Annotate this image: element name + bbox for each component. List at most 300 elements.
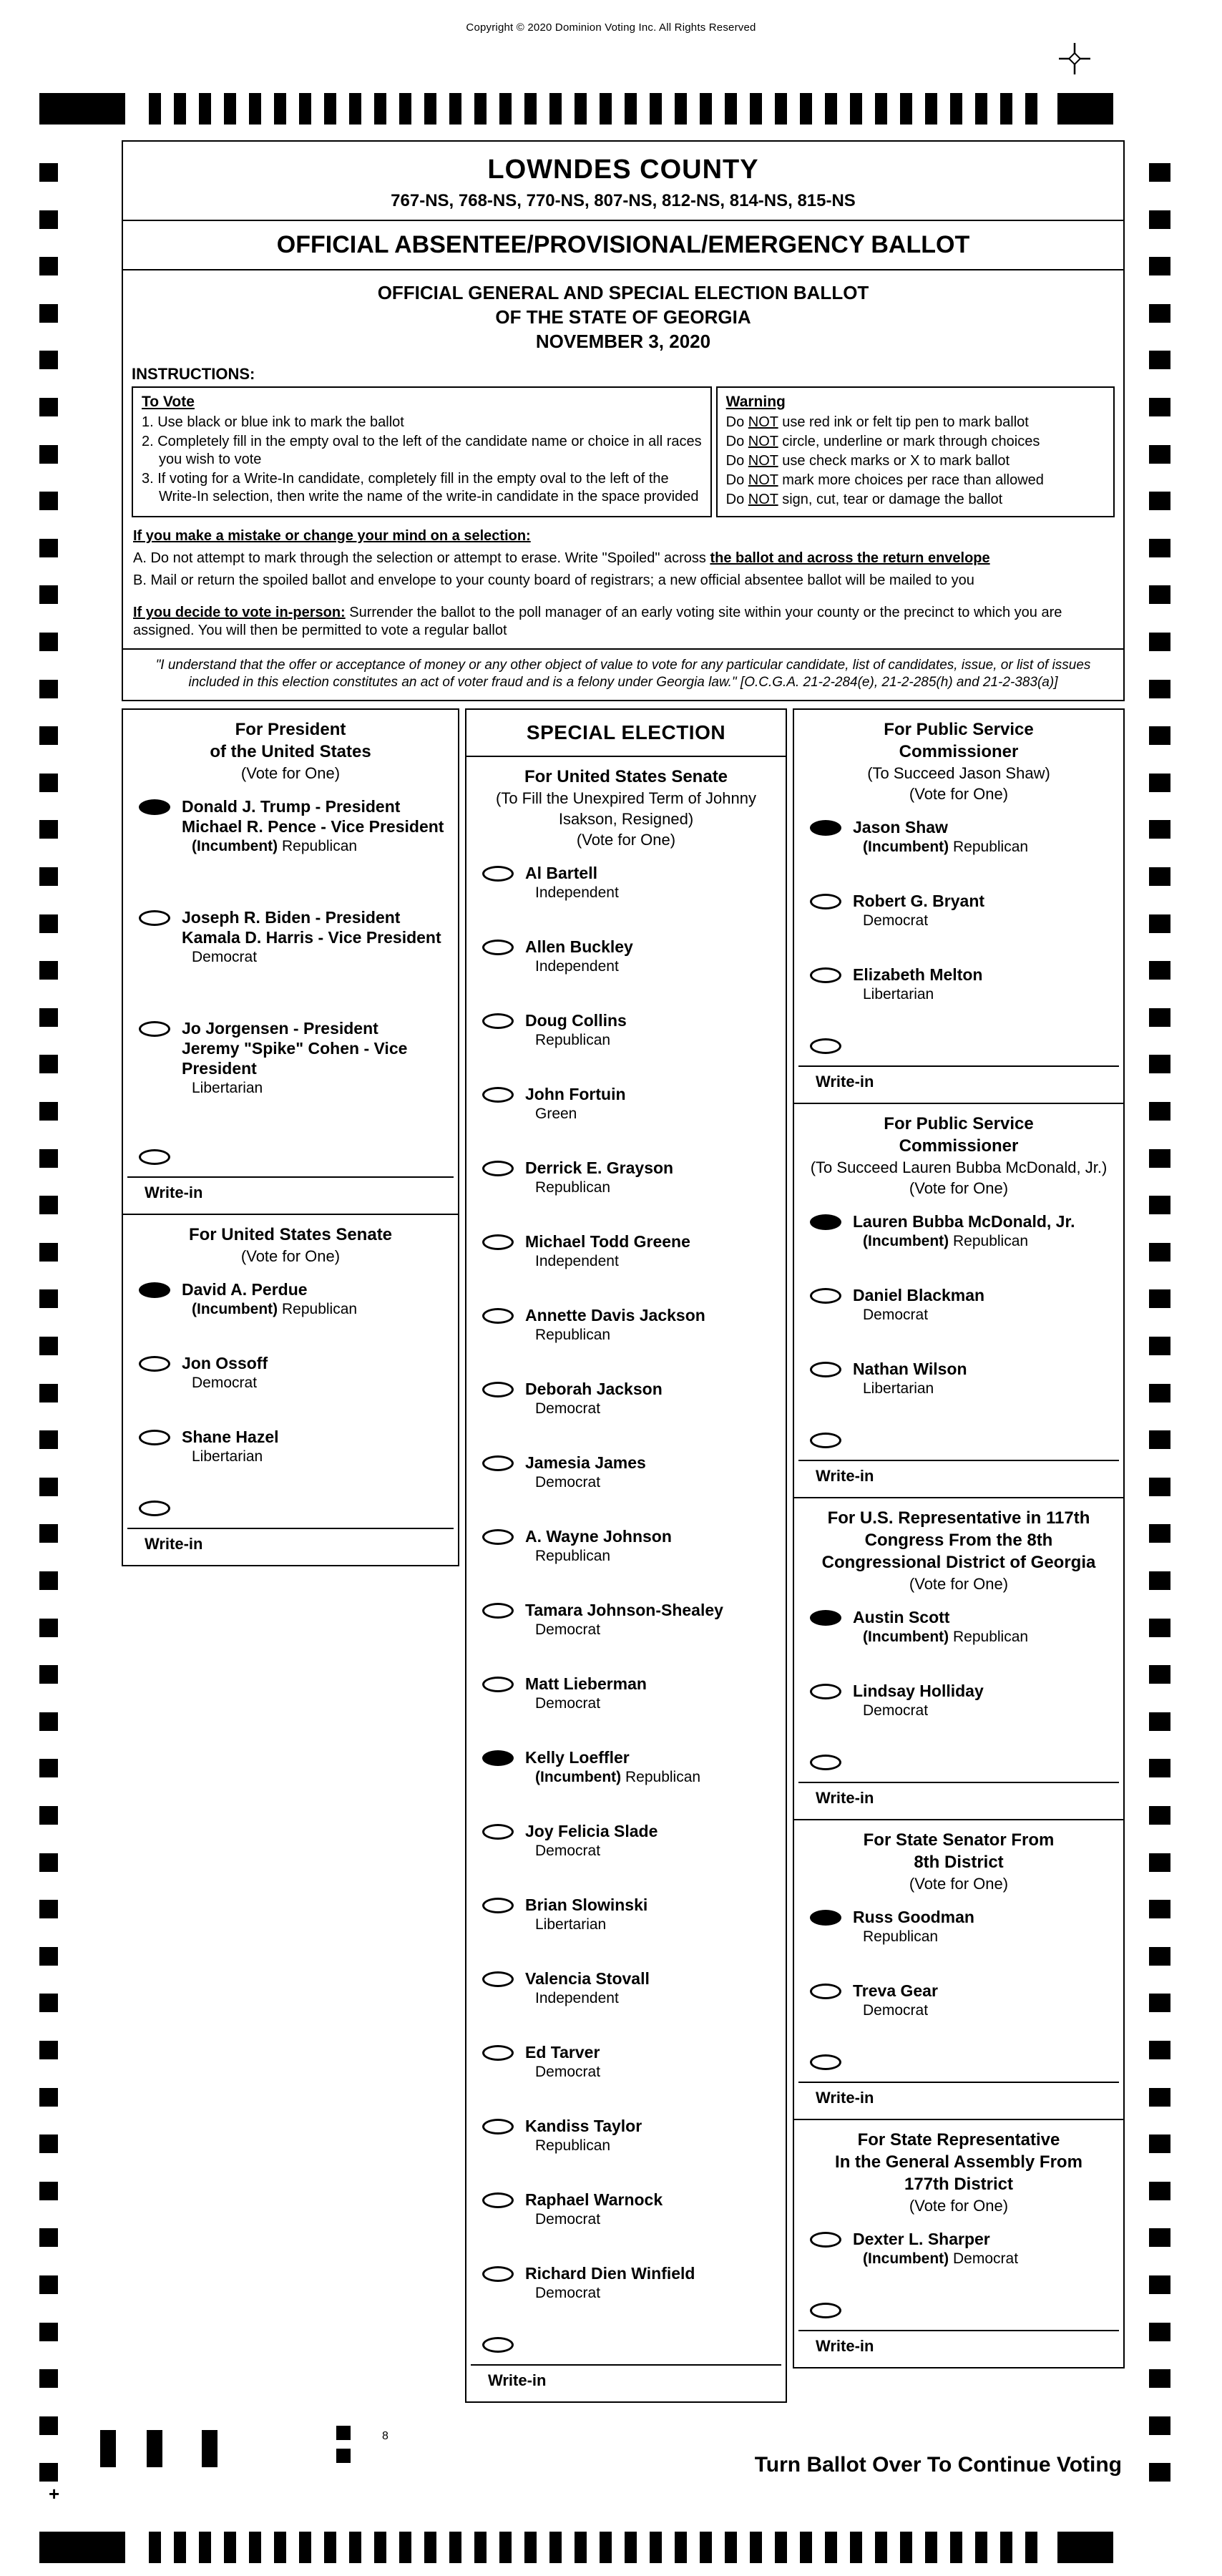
- timing-mark: [39, 1102, 58, 1121]
- timing-mark: [850, 2532, 862, 2563]
- candidate-option: [466, 937, 786, 976]
- timing-mark: [39, 820, 58, 839]
- warning-box: [716, 386, 1115, 517]
- contest-subtitle: (To Succeed Jason Shaw): [867, 764, 1050, 782]
- timing-mark: [149, 2532, 161, 2563]
- mistake-line: [133, 550, 1113, 567]
- candidate-party: Republican: [535, 1327, 611, 1343]
- candidate-text: [182, 796, 444, 856]
- ballot-oval-filled[interactable]: [139, 1282, 170, 1298]
- candidate-text: [853, 1907, 974, 1946]
- timing-mark: [1149, 867, 1170, 886]
- write-in-label: Write-in: [816, 1073, 874, 1091]
- timing-mark: [39, 1619, 58, 1637]
- timing-mark: [424, 2532, 436, 2563]
- candidate-party: Democrat: [535, 1621, 601, 1638]
- plus-mark: +: [49, 2483, 60, 2504]
- contest: [794, 710, 1123, 1103]
- write-in-label: Write-in: [816, 2089, 874, 2107]
- timing-mark: [675, 2532, 687, 2563]
- candidate-text: [525, 1526, 672, 1566]
- candidate-option: [794, 1981, 1123, 2020]
- ballot-oval[interactable]: [482, 940, 514, 955]
- timing-mark: [39, 1759, 58, 1777]
- ballot-column-2: [465, 708, 787, 2403]
- text-segment: If you make a mistake or change your mind on a selection:: [133, 528, 531, 544]
- timing-mark: [39, 2135, 58, 2153]
- ballot-oval-filled[interactable]: [482, 1750, 514, 1766]
- candidate-text: [525, 1968, 650, 2008]
- candidate-option: [123, 1353, 458, 1392]
- timing-mark: [1149, 680, 1170, 698]
- timing-mark: [39, 2041, 58, 2059]
- party-label: Republican: [625, 1769, 701, 1785]
- timing-mark: [1149, 2182, 1170, 2200]
- candidate-text: [525, 1158, 673, 1197]
- timing-mark: [800, 93, 812, 125]
- candidate-option: [466, 1305, 786, 1345]
- ballot-oval[interactable]: [482, 1308, 514, 1324]
- candidate-party: Democrat: [535, 2211, 601, 2228]
- write-in-label: Write-in: [145, 1184, 203, 1201]
- ballot-oval[interactable]: [482, 1898, 514, 1913]
- candidate-name: Allen Buckley: [525, 937, 633, 956]
- candidate-party: Democrat: [863, 1702, 929, 1719]
- timing-mark: [1149, 2041, 1170, 2059]
- timing-mark: [39, 1149, 58, 1168]
- contest-header: [794, 1498, 1123, 1607]
- timing-mark: [1149, 1712, 1170, 1731]
- timing-mark: [39, 1478, 58, 1496]
- candidate-option: [794, 1681, 1123, 1720]
- contest-title: 8th District: [914, 1853, 1004, 1872]
- candidate-party: Democrat: [863, 2002, 929, 2019]
- timing-mark: [625, 2532, 637, 2563]
- timing-mark: [1149, 2323, 1170, 2341]
- ballot-oval[interactable]: [482, 1087, 514, 1103]
- timing-mark: [299, 2532, 311, 2563]
- text-segment: B. Mail or return the spoiled ballot and envelope to your county board of registrars; a new official absentee ballot will be mailed to you: [133, 572, 974, 588]
- candidate-name: Lindsay Holliday: [853, 1682, 984, 1700]
- ballot-oval[interactable]: [139, 1501, 170, 1516]
- text-segment: A. Do not attempt to mark through the selection or attempt to erase. Write "Spoiled" across: [133, 550, 710, 566]
- contest-title: For State Senator From: [863, 1830, 1055, 1850]
- timing-mark: [549, 93, 562, 125]
- text-segment: Do: [725, 414, 748, 430]
- timing-mark: [1149, 445, 1170, 464]
- write-in-section: [123, 1149, 458, 1214]
- candidate-option: [123, 796, 458, 856]
- ballot-oval[interactable]: [810, 967, 841, 983]
- contest: [794, 1103, 1123, 1497]
- candidate-party: [525, 1767, 700, 1787]
- candidate-option: [794, 817, 1123, 857]
- timing-mark: [1149, 726, 1170, 745]
- candidate-text: [525, 1600, 723, 1639]
- text-segment: Do: [725, 492, 748, 507]
- timing-mark: [1149, 492, 1170, 510]
- timing-mark: [449, 93, 461, 125]
- write-in-section: [794, 1038, 1123, 1103]
- timing-mark: [549, 2532, 562, 2563]
- timing-mark: [875, 93, 887, 125]
- contest-title: For United States Senate: [188, 1225, 393, 1244]
- candidate-name: Al Bartell: [525, 864, 597, 882]
- ballot-oval[interactable]: [482, 1824, 514, 1840]
- timing-mark: [39, 2463, 58, 2482]
- timing-mark: [1149, 2275, 1170, 2294]
- timing-mark: [39, 1524, 58, 1543]
- candidate-name: Michael R. Pence - Vice President: [182, 817, 444, 836]
- ballot-oval[interactable]: [482, 1971, 514, 1987]
- timing-mark: [1149, 351, 1170, 369]
- timing-mark: [39, 1712, 58, 1731]
- ballot-oval[interactable]: [139, 1021, 170, 1037]
- timing-mark: [39, 93, 125, 125]
- ballot-oval[interactable]: [810, 2303, 841, 2318]
- ballot-oval[interactable]: [482, 1013, 514, 1029]
- timing-mark: [1149, 2228, 1170, 2247]
- election-title-block: [123, 270, 1123, 359]
- timing-mark: [39, 1994, 58, 2012]
- write-in-label: Write-in: [816, 1467, 874, 1485]
- candidate-option: [123, 1427, 458, 1466]
- timing-mark: [1149, 1619, 1170, 1637]
- timing-mark: [900, 2532, 912, 2563]
- candidate-option: [466, 1968, 786, 2008]
- candidate-text: [853, 2229, 1018, 2268]
- ballot-oval[interactable]: [482, 1603, 514, 1619]
- candidate-text: [853, 817, 1028, 857]
- timing-mark: [575, 2532, 587, 2563]
- timing-mark: [39, 726, 58, 745]
- candidate-party: Republican: [535, 2137, 611, 2154]
- candidate-name: Jeremy "Spike" Cohen - Vice President: [182, 1039, 408, 1078]
- party-label: Democrat: [953, 2250, 1019, 2267]
- precinct-list: 767-NS, 768-NS, 770-NS, 807-NS, 812-NS, 814-NS, 815-NS: [391, 191, 856, 210]
- incumbent-label: (Incumbent): [192, 838, 282, 854]
- candidate-text: [182, 1427, 279, 1466]
- incumbent-label: (Incumbent): [192, 1301, 282, 1317]
- timing-mark: [39, 304, 58, 323]
- timing-mark: [725, 93, 737, 125]
- ballot-oval[interactable]: [482, 1234, 514, 1250]
- candidate-name: Dexter L. Sharper: [853, 2230, 990, 2248]
- write-in-oval-row: [466, 2337, 786, 2353]
- timing-mark: [424, 93, 436, 125]
- write-in-label: Write-in: [816, 1789, 874, 1807]
- text-segment: NOT: [748, 472, 778, 488]
- candidate-text: [525, 1821, 658, 1860]
- timing-mark: [524, 2532, 537, 2563]
- contest: [794, 2119, 1123, 2367]
- timing-mark: [39, 585, 58, 604]
- timing-mark: [39, 2323, 58, 2341]
- warning-item: [726, 433, 1105, 451]
- timing-mark: [950, 93, 962, 125]
- ballot-oval[interactable]: [810, 2054, 841, 2070]
- ballot-oval[interactable]: [810, 1755, 841, 1770]
- warning-item: [726, 452, 1105, 470]
- candidate-text: [525, 1453, 646, 1492]
- contest-header: [794, 1820, 1123, 1907]
- timing-mark: [825, 93, 837, 125]
- ballot-oval[interactable]: [810, 1684, 841, 1699]
- ballot-oval[interactable]: [810, 1362, 841, 1377]
- timing-mark: [1149, 1243, 1170, 1262]
- timing-mark: [1149, 2463, 1170, 2482]
- candidate-name: Elizabeth Melton: [853, 965, 983, 984]
- to-vote-box: [132, 386, 712, 517]
- candidate-text: [525, 2042, 600, 2082]
- candidate-name: Jon Ossoff: [182, 1354, 268, 1372]
- mistake-line: [133, 527, 1113, 545]
- text-segment: NOT: [748, 492, 778, 507]
- ballot-oval[interactable]: [482, 2192, 514, 2208]
- party-label: Republican: [953, 1233, 1029, 1249]
- timing-mark: [224, 93, 236, 125]
- candidate-name: Brian Slowinski: [525, 1896, 648, 1914]
- timing-mark: [39, 1384, 58, 1402]
- candidate-name: David A. Perdue: [182, 1280, 308, 1299]
- timing-mark: [1000, 2532, 1012, 2563]
- timing-mark: [174, 93, 186, 125]
- turn-over-notice: Turn Ballot Over To Continue Voting: [754, 2453, 1122, 2477]
- candidate-option: [794, 1359, 1123, 1398]
- incumbent-label: (Incumbent): [863, 1629, 953, 1645]
- timing-mark: [600, 93, 612, 125]
- in-person-line: [123, 594, 1123, 648]
- candidate-text: [525, 1379, 663, 1418]
- contest-subtitle: (Vote for One): [576, 831, 676, 849]
- ballot-oval[interactable]: [482, 1529, 514, 1545]
- timing-mark: [750, 93, 762, 125]
- timing-mark: [1149, 1478, 1170, 1496]
- text-segment: NOT: [748, 453, 778, 469]
- timing-mark: [39, 2088, 58, 2107]
- candidate-party: Libertarian: [192, 1448, 263, 1465]
- ballot-oval[interactable]: [482, 866, 514, 882]
- timing-mark: [39, 2182, 58, 2200]
- ballot-oval[interactable]: [810, 1984, 841, 1999]
- timing-mark: [775, 93, 787, 125]
- county-block: [123, 142, 1123, 221]
- candidate-party: [182, 1299, 357, 1319]
- candidate-text: [525, 2116, 642, 2155]
- mistake-line: [133, 572, 1113, 590]
- candidate-party: Democrat: [192, 1375, 258, 1391]
- warning-item: [726, 491, 1105, 509]
- candidate-option: [123, 1018, 458, 1098]
- contest-title: Congressional District of Georgia: [821, 1553, 1096, 1572]
- timing-mark: [700, 2532, 712, 2563]
- contest-title: of the United States: [210, 742, 371, 761]
- candidate-party: [853, 2249, 1018, 2268]
- timing-mark: [249, 93, 261, 125]
- ballot-oval[interactable]: [139, 910, 170, 926]
- candidate-party: Libertarian: [192, 1080, 263, 1096]
- timing-mark: [349, 93, 361, 125]
- candidate-party: Republican: [535, 1032, 611, 1048]
- candidate-text: [853, 965, 982, 1004]
- timing-mark: [1057, 2532, 1113, 2563]
- ballot-oval[interactable]: [482, 2337, 514, 2353]
- candidate-option: [466, 1158, 786, 1197]
- timing-mark: [324, 93, 336, 125]
- candidate-text: [525, 1747, 700, 1787]
- contest-title: Commissioner: [899, 1136, 1019, 1156]
- timing-mark: [1149, 633, 1170, 651]
- candidate-name: Valencia Stovall: [525, 1969, 650, 1988]
- candidate-text: [853, 891, 984, 930]
- timing-mark: [1149, 820, 1170, 839]
- candidate-name: Austin Scott: [853, 1608, 950, 1626]
- timing-mark: [274, 93, 286, 125]
- candidate-option: [794, 1211, 1123, 1251]
- timing-mark: [1149, 1853, 1170, 1872]
- text-segment: use red ink or felt tip pen to mark ballot: [778, 414, 1029, 430]
- candidate-name: Ed Tarver: [525, 2043, 600, 2062]
- timing-mark: [1149, 1759, 1170, 1777]
- candidate-text: [525, 863, 619, 902]
- candidate-text: [525, 937, 633, 976]
- candidate-text: [182, 1279, 357, 1319]
- contest-header: [794, 710, 1123, 817]
- candidate-party: Independent: [535, 1990, 619, 2006]
- timing-mark: [199, 2532, 211, 2563]
- text-segment: NOT: [748, 414, 778, 430]
- contest-title: For President: [235, 720, 346, 739]
- ballot-oval-filled[interactable]: [810, 1610, 841, 1626]
- sheet-number: 8: [382, 2430, 388, 2442]
- candidate-party: Republican: [863, 1928, 939, 1945]
- candidate-name: Deborah Jackson: [525, 1380, 663, 1398]
- felony-notice: "I understand that the offer or acceptance of money or any other object of value to vote for any particular candidate, list of candidates, issue, or list of issues included in this election constitutes an act of voter fraud and is a felony under Georgia law." [O.C.G.A. 21-2-284(e), 21-2-285(h) and 21-2-383(a)]: [123, 648, 1123, 700]
- candidate-option: [466, 2116, 786, 2155]
- contest-header: [123, 1215, 458, 1279]
- ballot-oval[interactable]: [810, 1433, 841, 1448]
- candidate-text: [853, 1607, 1028, 1646]
- timing-mark: [39, 1853, 58, 1872]
- ballot-oval[interactable]: [482, 2119, 514, 2135]
- to-vote-item: 1. Use black or blue ink to mark the ballot: [142, 414, 404, 430]
- text-segment: use check marks or X to mark ballot: [778, 453, 1010, 469]
- candidate-party: Libertarian: [535, 1916, 607, 1933]
- ballot-oval-filled[interactable]: [810, 820, 841, 836]
- timing-mark: [374, 93, 386, 125]
- ballot-oval-filled[interactable]: [810, 1214, 841, 1230]
- candidate-option: [794, 1285, 1123, 1324]
- contest: [466, 757, 786, 2401]
- timing-mark: [274, 2532, 286, 2563]
- timing-mark: [474, 2532, 487, 2563]
- candidate-option: [466, 2190, 786, 2229]
- timing-mark: [925, 2532, 937, 2563]
- timing-mark: [349, 2532, 361, 2563]
- ballot-oval[interactable]: [810, 1038, 841, 1054]
- candidate-party: [182, 836, 444, 856]
- ballot-oval[interactable]: [139, 1430, 170, 1445]
- timing-mark: [1025, 2532, 1037, 2563]
- candidate-party: Democrat: [535, 1843, 601, 1859]
- timing-mark: [700, 93, 712, 125]
- timing-mark: [39, 492, 58, 510]
- party-label: Republican: [953, 839, 1029, 855]
- ballot-oval[interactable]: [810, 2232, 841, 2248]
- ballot-oval[interactable]: [810, 1288, 841, 1304]
- timing-mark: [825, 2532, 837, 2563]
- warning-title: Warning: [725, 394, 786, 410]
- ballot-oval[interactable]: [139, 1149, 170, 1165]
- contest-subtitle: (To Succeed Lauren Bubba McDonald, Jr.): [810, 1158, 1108, 1176]
- candidate-name: Treva Gear: [853, 1981, 938, 2000]
- text-segment: If you decide to vote in-person:: [133, 605, 346, 620]
- candidate-name: Matt Lieberman: [525, 1674, 647, 1693]
- ballot-oval[interactable]: [482, 1382, 514, 1397]
- text-segment: Do: [725, 434, 748, 449]
- text-segment: Surrender the ballot to the poll manager of an early voting site within your county or the precinct to which you are assigned. You will then be permitted to vote a regular ballot: [133, 605, 1062, 638]
- candidate-option: [466, 1747, 786, 1787]
- timing-mark: [336, 2449, 351, 2463]
- ballot-oval[interactable]: [810, 894, 841, 909]
- ballot-oval[interactable]: [482, 2045, 514, 2061]
- candidate-option: [123, 907, 458, 967]
- write-in-oval-row: [794, 1755, 1123, 1770]
- candidate-text: [525, 1305, 705, 1345]
- ballot-column-1: [122, 708, 459, 1566]
- timing-mark: [39, 2532, 125, 2563]
- timing-mark: [1149, 774, 1170, 792]
- timing-mark: [1149, 210, 1170, 229]
- county-name: LOWNDES COUNTY: [487, 155, 759, 185]
- timing-mark: [39, 1055, 58, 1073]
- to-vote-item: 3. If voting for a Write-In candidate, completely fill in the empty oval to the left of the Write-In selection, then write the name of the write-in candidate in the space provided: [142, 471, 699, 504]
- timing-mark: [39, 2228, 58, 2247]
- timing-mark: [1149, 1806, 1170, 1825]
- write-in-section: [794, 1755, 1123, 1819]
- write-in-section: [794, 2054, 1123, 2119]
- write-in-oval-row: [123, 1501, 458, 1516]
- timing-mark: [1025, 93, 1037, 125]
- ballot-oval[interactable]: [482, 1455, 514, 1471]
- contest-subtitle: (Vote for One): [909, 785, 1009, 803]
- contest-title: 177th District: [904, 2175, 1014, 2194]
- timing-mark: [1149, 2369, 1170, 2388]
- election-title-line2: OF THE STATE OF GEORGIA: [495, 306, 751, 328]
- ballot-oval[interactable]: [139, 1356, 170, 1372]
- timing-mark: [900, 93, 912, 125]
- to-vote-item: 2. Completely fill in the empty oval to the left of the candidate name or choice in all races you wish to vote: [142, 434, 702, 467]
- instructions-row: [123, 386, 1123, 517]
- timing-mark: [39, 680, 58, 698]
- ballot-oval-filled[interactable]: [810, 1910, 841, 1926]
- timing-mark: [39, 633, 58, 651]
- contest-title: In the General Assembly From: [835, 2152, 1082, 2172]
- ballot-oval[interactable]: [482, 1677, 514, 1692]
- timing-mark: [39, 163, 58, 182]
- candidate-text: [182, 1353, 268, 1392]
- contest-subtitle: (Vote for One): [240, 764, 341, 782]
- ballot-oval-filled[interactable]: [139, 799, 170, 815]
- contest-header: [794, 1104, 1123, 1211]
- ballot-oval[interactable]: [482, 2266, 514, 2282]
- candidate-name: Kelly Loeffler: [525, 1748, 630, 1767]
- copyright-line: Copyright © 2020 Dominion Voting Inc. All Rights Reserved: [466, 21, 756, 34]
- timing-mark: [202, 2430, 217, 2467]
- candidate-text: [525, 1010, 627, 1050]
- candidate-party: Green: [535, 1106, 577, 1122]
- ballot-oval[interactable]: [482, 1161, 514, 1176]
